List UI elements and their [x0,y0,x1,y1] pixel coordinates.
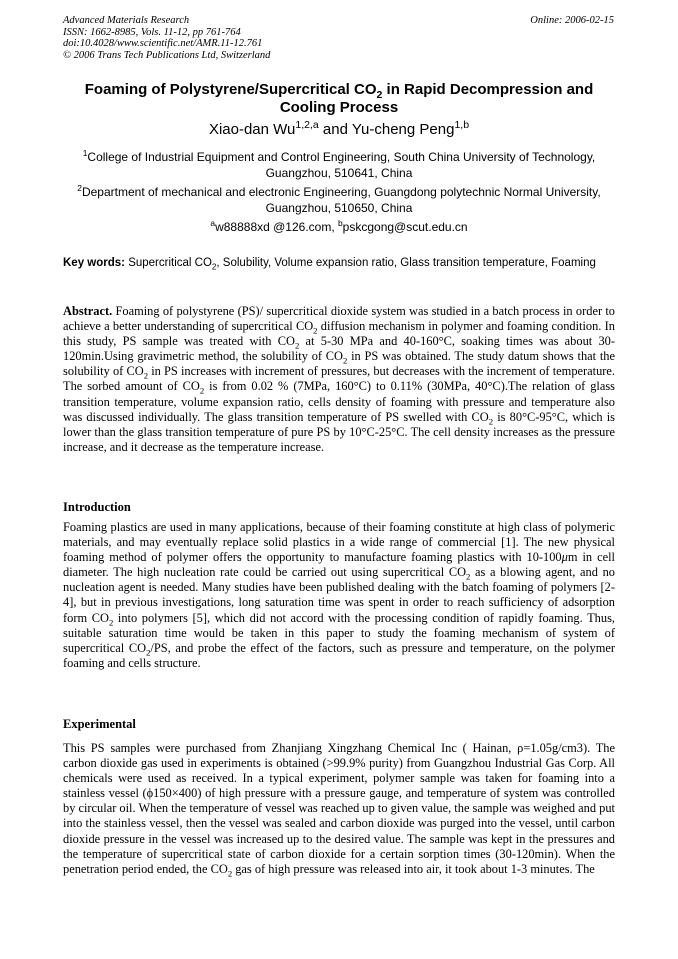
paper-title [63,81,615,117]
keywords-subscript: 2 [211,262,217,272]
title-subscript: 2 [376,89,383,101]
title-part-2: in Rapid Decompression and Cooling Process [279,81,594,116]
exp-text: This PS samples were purchased from Zhanjiang Xingzhang Chemical Inc ( Hainan, ρ=1.05g/cm3). The carbon dioxide gas used in experiments is obtained (>99.9% purity) from Guangzhou Industrial Gas Corp. All chemicals were used as received. In a typical experiment, polymer sample was taken for foaming into a stainless vessel (ϕ150×400) of high pressure with a pressure gauge, and temperature of system was controlled by circular oil. When the temperature of vessel was reached up to given value, the sample was weighed and put into the stainless vessel, then the vessel was sealed and carbon dioxide was purged into the vessel, until carbon dioxide pressure in the vessel was increased up to the desired value. The sample was kept in the pressures and the temperature of supercritical state of carbon dioxide for a certain sorption times (30-120min). When the penetration period ended, the CO [63,741,615,876]
issn-line: ISSN: 1662-8985, Vols. 11-12, pp 761-764 [63,26,241,38]
intro-text: Foaming plastics are used in many applications, because of their foaming constitute at high class of polymeric materials, and may eventually replace solid plastics in a wide range of commercial [1]. The new physical foaming method of polymer offers the opportunity to manufacture foaming plastics with 10-100 [63,520,615,565]
author-conjunction: and [318,121,352,138]
exp-text: gas of high pressure was released into air, it took about 1-3 minutes. The [232,861,595,876]
co2-subscript: 2 [313,325,318,336]
email-b: pskcgong@scut.edu.cn [342,220,468,234]
co2-subscript: 2 [146,647,151,658]
abstract-text: in PS increases with increment of pressures, but decreases with the increment of temperature. The sorbed amount of CO [63,364,615,394]
abstract [63,304,615,455]
abstract-label: Abstract. [63,304,113,318]
introduction-heading: Introduction [63,500,131,514]
experimental-paragraph [63,741,615,877]
title-part-1: Foaming of Polystyrene/Supercritical CO [84,81,377,98]
intro-text: m in cell diameter. The high nucleation rate could be carried out using supercritical CO [63,550,615,580]
affiliation-1-mark: 1 [82,148,88,158]
co2-subscript: 2 [108,617,114,628]
affiliation-1 [63,149,615,181]
author-1: Xiao-dan Wu [208,121,296,138]
affiliation-1-text: College of Industrial Equipment and Control Engineering, South China University of Technology, Guangzhou, 510641, China [87,150,596,180]
email-a-mark: a [210,218,216,228]
abstract-text: diffusion mechanism in polymer and foaming condition. In this study, PS sample was treated with CO [63,319,615,349]
email-b-mark: b [338,218,343,228]
keywords-label: Key words: [63,257,125,269]
co2-subscript: 2 [488,416,494,427]
affiliation-2 [63,184,615,216]
keywords-text-2: , Solubility, Volume expansion ratio, Glass transition temperature, Foaming [216,257,596,269]
co2-subscript: 2 [466,571,471,582]
copyright-line: © 2006 Trans Tech Publications Ltd, Switzerland [63,49,271,61]
doi-line: doi:10.4028/www.scientific.net/AMR.11-12.761 [63,38,263,49]
author-2-affiliation: 1,b [454,119,470,131]
experimental-heading: Experimental [63,717,136,731]
journal-name: Advanced Materials Research [63,15,190,26]
author-1-affiliation: 1,2,a [295,119,319,131]
introduction-paragraph [63,520,615,671]
affiliation-2-mark: 2 [77,183,82,193]
co2-subscript: 2 [294,340,300,351]
abstract-text: in PS was obtained. The study datum shows that the solubility of CO [63,349,615,379]
co2-subscript: 2 [227,868,233,879]
affiliation-2-text: Department of mechanical and electronic Engineering, Guangdong polytechnic Normal University, Guangzhou, 510650, China [81,185,601,215]
author-2: Yu-cheng Peng [351,121,455,138]
intro-text: /PS, and probe the effect of the factors, such as pressure and temperature, on the polymer foaming and cells structure. [63,640,616,670]
keywords-text-1: Supercritical CO [125,257,212,269]
mu-symbol: μ [561,550,568,565]
author-line [63,121,615,139]
abstract-text: at 5-30 MPa and 40-160°C, soaking times was about 30-120min.Using gravimetric method, the solubility of CO [63,334,615,364]
co2-subscript: 2 [143,370,149,381]
intro-text: as a blowing agent, and no nucleation agent is needed. Many studies have been published dealing with the batch foaming of polymers [2-4], but in previous investigations, long saturation time was spent in order to reach sufficiency of adsorption form CO [63,565,615,625]
keywords [63,256,615,271]
co2-subscript: 2 [343,355,348,366]
abstract-text: Foaming of polystyrene (PS)/ supercritical dioxide system was studied in a batch process in order to achieve a better understanding of supercritical CO [63,304,615,334]
co2-subscript: 2 [199,385,205,396]
online-date: Online: 2006-02-15 [530,15,614,26]
intro-text: into polymers [5], which did not accord with the processing condition of rapidly foaming. Thus, suitable saturation time would be taken in this paper to study the foaming mechanism of system of supercritical CO [63,610,615,655]
abstract-text: is from 0.02 % (7MPa, 160°C) to 0.11% (30MPa, 40°C).The relation of glass transition temperature, volume expansion ratio, cells density of foaming with pressure and temperature also was discussed individually. The glass transition temperature of PS swelled with CO [63,379,615,424]
email-line [63,219,615,235]
abstract-text: is 80°C-95°C, which is lower than the glass transition temperature of pure PS by 10°C-25°C. The cell density increases as the pressure increase, and it decrease as the temperature increase. [63,409,615,454]
journal-header [63,15,270,61]
email-a: w88888xd @126.com, [215,220,338,234]
